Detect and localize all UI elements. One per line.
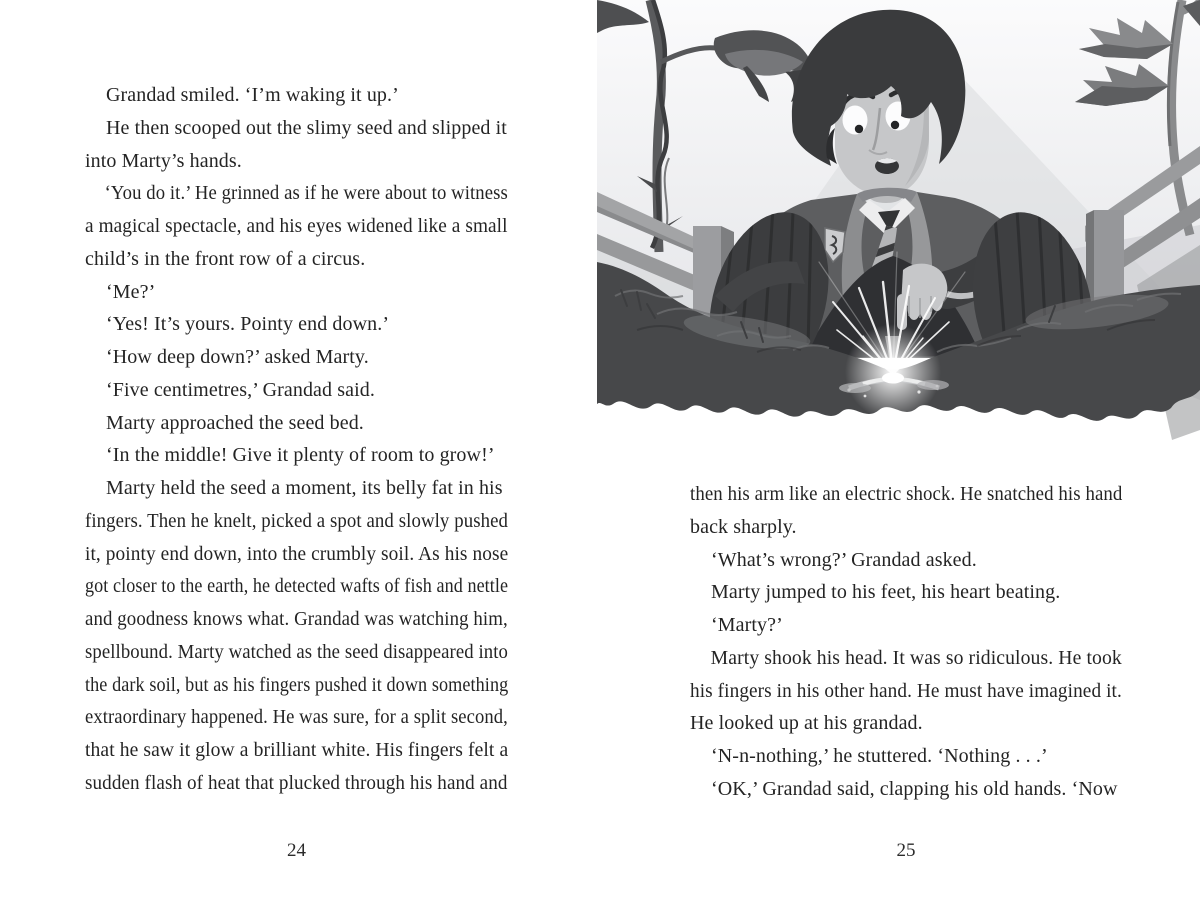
story-text-right-page bbox=[690, 478, 1122, 806]
story-text-left-page bbox=[85, 79, 508, 800]
text-line: and goodness knows what. Grandad was watching him, bbox=[85, 608, 508, 630]
text-line: ‘How deep down?’ asked Marty. bbox=[106, 346, 369, 368]
text-line: ‘OK,’ Grandad said, clapping his old hands. ‘Now bbox=[711, 777, 1118, 800]
text-line: ‘Five centimetres,’ Grandad said. bbox=[106, 378, 375, 401]
text-line: a magical spectacle, and his eyes widened like a small bbox=[85, 215, 508, 237]
text-line: ‘Me?’ bbox=[106, 280, 156, 303]
page-number-left: 24 bbox=[287, 840, 306, 861]
text-line: the dark soil, but as his fingers pushed it down something bbox=[85, 673, 509, 696]
text-line: Marty shook his head. It was so ridiculous. He took bbox=[710, 646, 1122, 669]
book-illustration bbox=[597, 0, 1200, 455]
text-line: Marty jumped to his feet, his heart beating. bbox=[711, 581, 1061, 604]
text-line: He looked up at his grandad. bbox=[690, 712, 923, 735]
text-line: ‘What’s wrong?’ Grandad asked. bbox=[711, 548, 977, 571]
text-line: into Marty’s hands. bbox=[85, 149, 242, 172]
text-line: his fingers in his other hand. He must have imagined it. bbox=[690, 679, 1122, 702]
text-line: child’s in the front row of a circus. bbox=[85, 247, 366, 270]
text-line: ‘In the middle! Give it plenty of room to grow!’ bbox=[106, 444, 495, 467]
text-line: Grandad smiled. ‘I’m waking it up.’ bbox=[106, 84, 399, 106]
text-line: then his arm like an electric shock. He snatched his hand bbox=[690, 483, 1123, 505]
text-line: ‘N-n-nothing,’ he stuttered. ‘Nothing . . .’ bbox=[711, 745, 1048, 767]
text-line: Marty held the seed a moment, its belly fat in his bbox=[106, 477, 503, 499]
text-line: ‘Yes! It’s yours. Pointy end down.’ bbox=[106, 313, 390, 336]
text-line: extraordinary happened. He was sure, for a split second, bbox=[85, 706, 508, 729]
text-line: He then scooped out the slimy seed and slipped it bbox=[106, 116, 507, 139]
text-line: Marty approached the seed bed. bbox=[106, 411, 364, 434]
text-line: that he saw it glow a brilliant white. His fingers felt a bbox=[85, 739, 509, 761]
text-line: back sharply. bbox=[690, 515, 797, 538]
text-line: spellbound. Marty watched as the seed disappeared into bbox=[85, 640, 508, 663]
text-line: fingers. Then he knelt, picked a spot and slowly pushed bbox=[85, 509, 509, 532]
text-line: it, pointy end down, into the crumbly soil. As his nose bbox=[85, 542, 509, 565]
text-line: sudden flash of heat that plucked through his hand and bbox=[85, 771, 508, 794]
page-number-right: 25 bbox=[896, 840, 916, 861]
text-line: ‘Marty?’ bbox=[711, 614, 783, 636]
text-line: got closer to the earth, he detected wafts of fish and nettle bbox=[85, 575, 509, 598]
text-line: ‘You do it.’ He grinned as if he were about to witness bbox=[104, 182, 508, 205]
